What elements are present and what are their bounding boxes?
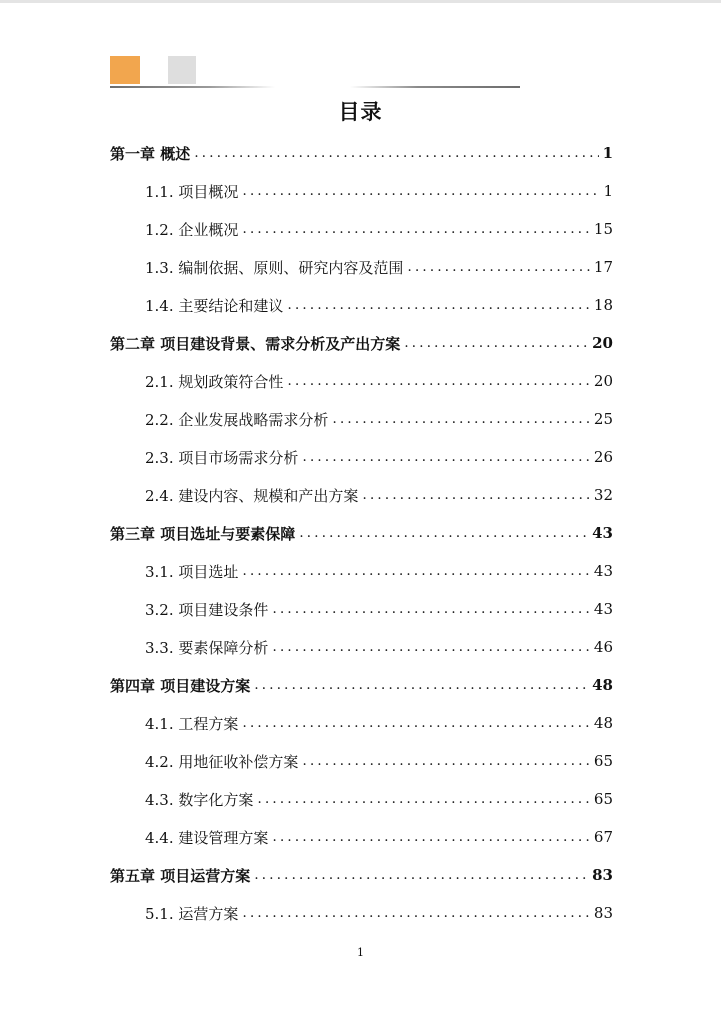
toc-section-entry[interactable]: [110, 438, 613, 476]
toc-entry-page: 83: [593, 904, 613, 922]
toc-dot-leader: [194, 145, 598, 161]
toc-section-entry[interactable]: [110, 552, 613, 590]
toc-entry-label: 2.3. 项目市场需求分析: [145, 448, 299, 467]
toc-entry-label: 3.1. 项目选址: [145, 562, 239, 581]
toc-entry-page: 20: [592, 334, 613, 352]
toc-entry-label: 2.1. 规划政策符合性: [145, 372, 284, 391]
toc-entry-label: 2.2. 企业发展战略需求分析: [145, 410, 329, 429]
toc-entry-label: 4.3. 数字化方案: [145, 790, 254, 809]
toc-entry-label: 第二章 项目建设背景、需求分析及产出方案: [110, 334, 401, 353]
toc-entry-page: 1: [603, 182, 613, 200]
toc-entry-page: 48: [593, 714, 613, 732]
toc-dot-leader: [242, 221, 590, 237]
toc-section-entry[interactable]: [110, 780, 613, 818]
toc-entry-page: 18: [593, 296, 613, 314]
toc-entry-label: 4.1. 工程方案: [145, 714, 239, 733]
toc-entry-label: 3.2. 项目建设条件: [145, 600, 269, 619]
toc-entry-page: 46: [593, 638, 613, 656]
toc-entry-page: 32: [593, 486, 613, 504]
page-number: 1: [357, 946, 364, 959]
toc-section-entry[interactable]: [110, 818, 613, 856]
toc-dot-leader: [242, 563, 590, 579]
toc-entry-page: 48: [592, 676, 613, 694]
toc-entry-page: 43: [593, 562, 613, 580]
toc-dot-leader: [272, 829, 590, 845]
toc-dot-leader: [407, 259, 590, 275]
toc-entry-label: 5.1. 运营方案: [145, 904, 239, 923]
toc-dot-leader: [257, 791, 590, 807]
table-of-contents: [110, 134, 613, 932]
toc-entry-page: 65: [593, 790, 613, 808]
toc-entry-page: 65: [593, 752, 613, 770]
toc-entry-page: 15: [593, 220, 613, 238]
toc-section-entry[interactable]: [110, 400, 613, 438]
toc-entry-page: 43: [593, 600, 613, 618]
toc-entry-page: 25: [593, 410, 613, 428]
toc-dot-leader: [302, 753, 590, 769]
toc-entry-label: 1.3. 编制依据、原则、研究内容及范围: [145, 258, 404, 277]
toc-dot-leader: [254, 867, 588, 883]
toc-entry-label: 2.4. 建设内容、规模和产出方案: [145, 486, 359, 505]
toc-chapter-entry[interactable]: [110, 134, 613, 172]
toc-dot-leader: [254, 677, 588, 693]
toc-entry-page: 43: [592, 524, 613, 542]
toc-section-entry[interactable]: [110, 172, 613, 210]
toc-dot-leader: [404, 335, 588, 351]
toc-chapter-entry[interactable]: [110, 666, 613, 704]
toc-section-entry[interactable]: [110, 742, 613, 780]
toc-entry-page: 1: [602, 144, 613, 162]
toc-section-entry[interactable]: [110, 248, 613, 286]
toc-entry-label: 4.4. 建设管理方案: [145, 828, 269, 847]
toc-chapter-entry[interactable]: [110, 324, 613, 362]
toc-entry-label: 第三章 项目选址与要素保障: [110, 524, 296, 543]
toc-entry-label: 3.3. 要素保障分析: [145, 638, 269, 657]
toc-section-entry[interactable]: [110, 704, 613, 742]
toc-entry-label: 1.2. 企业概况: [145, 220, 239, 239]
toc-dot-leader: [332, 411, 590, 427]
toc-section-entry[interactable]: [110, 894, 613, 932]
toc-chapter-entry[interactable]: [110, 514, 613, 552]
toc-dot-leader: [362, 487, 590, 503]
toc-section-entry[interactable]: [110, 210, 613, 248]
toc-dot-leader: [272, 601, 590, 617]
header-rule-left: [110, 86, 275, 88]
header-gray-block: [168, 56, 196, 84]
toc-section-entry[interactable]: [110, 628, 613, 666]
toc-dot-leader: [299, 525, 588, 541]
toc-entry-label: 4.2. 用地征收补偿方案: [145, 752, 299, 771]
toc-section-entry[interactable]: [110, 286, 613, 324]
header-orange-block: [110, 56, 140, 84]
toc-dot-leader: [242, 183, 599, 199]
toc-entry-label: 第五章 项目运营方案: [110, 866, 251, 885]
header-rule-right: [350, 86, 520, 88]
toc-dot-leader: [272, 639, 590, 655]
toc-dot-leader: [242, 905, 590, 921]
header-decoration: [110, 56, 530, 90]
toc-dot-leader: [287, 297, 590, 313]
page-title: 目录: [338, 99, 383, 124]
toc-section-entry[interactable]: [110, 590, 613, 628]
toc-entry-page: 26: [593, 448, 613, 466]
toc-entry-label: 第四章 项目建设方案: [110, 676, 251, 695]
toc-entry-page: 83: [592, 866, 613, 884]
toc-entry-label: 1.4. 主要结论和建议: [145, 296, 284, 315]
toc-entry-label: 第一章 概述: [110, 144, 191, 163]
toc-entry-label: 1.1. 项目概况: [145, 182, 239, 201]
toc-section-entry[interactable]: [110, 362, 613, 400]
toc-section-entry[interactable]: [110, 476, 613, 514]
toc-dot-leader: [242, 715, 590, 731]
toc-entry-page: 20: [593, 372, 613, 390]
toc-entry-page: 67: [593, 828, 613, 846]
toc-dot-leader: [287, 373, 590, 389]
viewer-top-border: [0, 0, 721, 3]
toc-entry-page: 17: [593, 258, 613, 276]
toc-chapter-entry[interactable]: [110, 856, 613, 894]
toc-dot-leader: [302, 449, 590, 465]
